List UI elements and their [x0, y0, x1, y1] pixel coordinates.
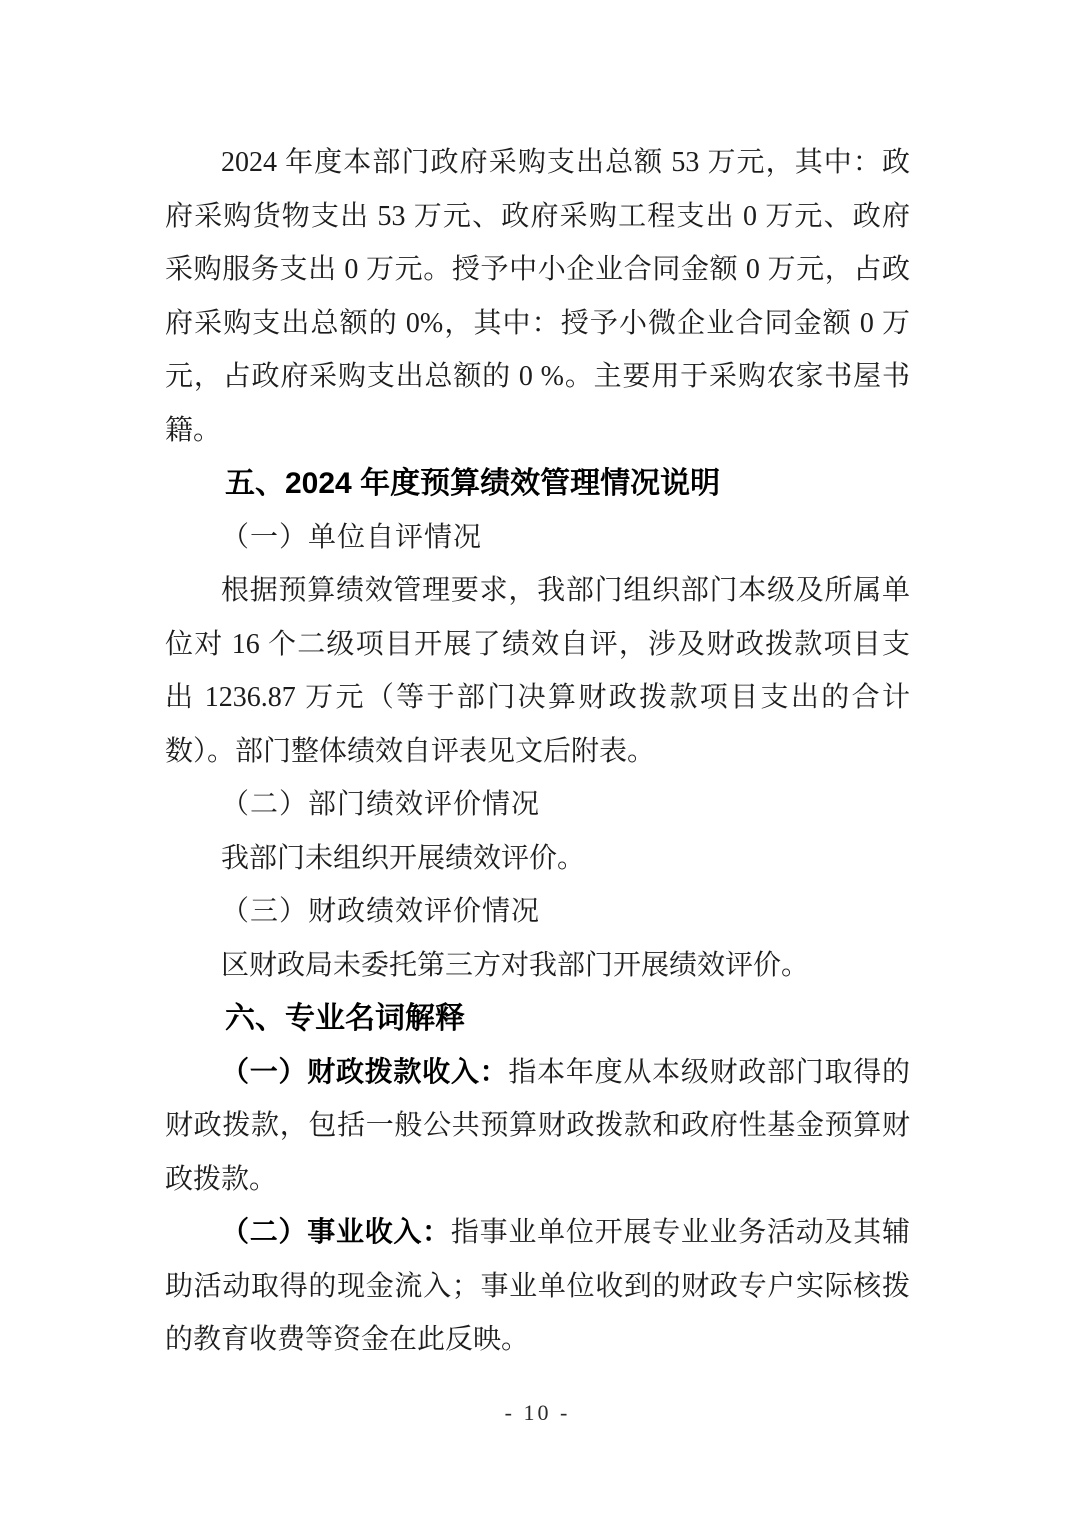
page-number: - 10 - — [504, 1400, 571, 1425]
text-segment: （二）部门绩效评价情况 — [221, 789, 541, 820]
term-label: （一）财政拨款收入： — [221, 1056, 509, 1088]
text-segment: 区财政局未委托第三方对我部门开展绩效评价。 — [221, 949, 810, 981]
text-segment: 政拨款。 — [165, 1163, 278, 1195]
text-segment: 助活动取得的现金流入；事业单位收到的财政专户实际核拨 — [165, 1270, 910, 1302]
text-segment: 府采购货物支出 53 万元、政府采购工程支出 0 万元、政府 — [165, 200, 910, 232]
text-segment: 指事业单位开展专业业务活动及其辅 — [450, 1217, 910, 1248]
text-segment: 数）。部门整体绩效自评表见文后附表。 — [165, 735, 656, 767]
term-label: （二）事业收入： — [221, 1217, 451, 1248]
text-segment: 指本年度从本级财政部门取得的 — [508, 1056, 910, 1088]
text-line — [165, 725, 910, 779]
text-line — [165, 404, 910, 458]
text-segment: 出 1236.87 万元（等于部门决算财政拨款项目支出的合计 — [165, 682, 910, 713]
text-segment: （三）财政绩效评价情况 — [221, 896, 541, 927]
text-line — [165, 136, 910, 190]
subsection-heading — [165, 511, 910, 565]
text-segment: 采购服务支出 0 万元。授予中小企业合同金额 0 万元，占政 — [165, 254, 910, 285]
text-segment: 的教育收费等资金在此反映。 — [165, 1324, 530, 1355]
text-line — [165, 243, 910, 297]
text-segment: 元，占政府采购支出总额的 0 %。主要用于采购农家书屋书 — [165, 361, 910, 392]
text-segment: （一）单位自评情况 — [221, 521, 483, 553]
subsection-heading — [165, 778, 910, 832]
text-segment: 府采购支出总额的 0%，其中：授予小微企业合同金额 0 万 — [165, 307, 910, 339]
text-segment: 六、专业名词解释 — [225, 1002, 465, 1035]
text-line — [165, 618, 910, 672]
text-line — [165, 1153, 910, 1207]
text-segment: 财政拨款，包括一般公共预算财政拨款和政府性基金预算财 — [165, 1110, 910, 1141]
document-body — [165, 136, 910, 1367]
text-line — [165, 1206, 910, 1260]
text-line — [165, 1099, 910, 1153]
text-line — [165, 297, 910, 351]
text-line — [165, 939, 910, 993]
text-segment: 根据预算绩效管理要求，我部门组织部门本级及所属单 — [221, 575, 910, 606]
text-line — [165, 832, 910, 886]
text-line — [165, 1046, 910, 1100]
text-line — [165, 671, 910, 725]
text-segment: 五、2024 年度预算绩效管理情况说明 — [225, 467, 721, 500]
text-segment: 我部门未组织开展绩效评价。 — [221, 842, 586, 874]
section-heading — [165, 992, 910, 1046]
text-line — [165, 350, 910, 404]
text-line — [165, 190, 910, 244]
text-line — [165, 1260, 910, 1314]
text-segment: 2024 年度本部门政府采购支出总额 53 万元，其中：政 — [221, 147, 910, 178]
text-line — [165, 1313, 910, 1367]
section-heading — [165, 457, 910, 511]
text-segment: 籍。 — [165, 414, 222, 446]
text-line — [165, 564, 910, 618]
subsection-heading — [165, 885, 910, 939]
text-segment: 位对 16 个二级项目开展了绩效自评，涉及财政拨款项目支 — [165, 628, 910, 660]
